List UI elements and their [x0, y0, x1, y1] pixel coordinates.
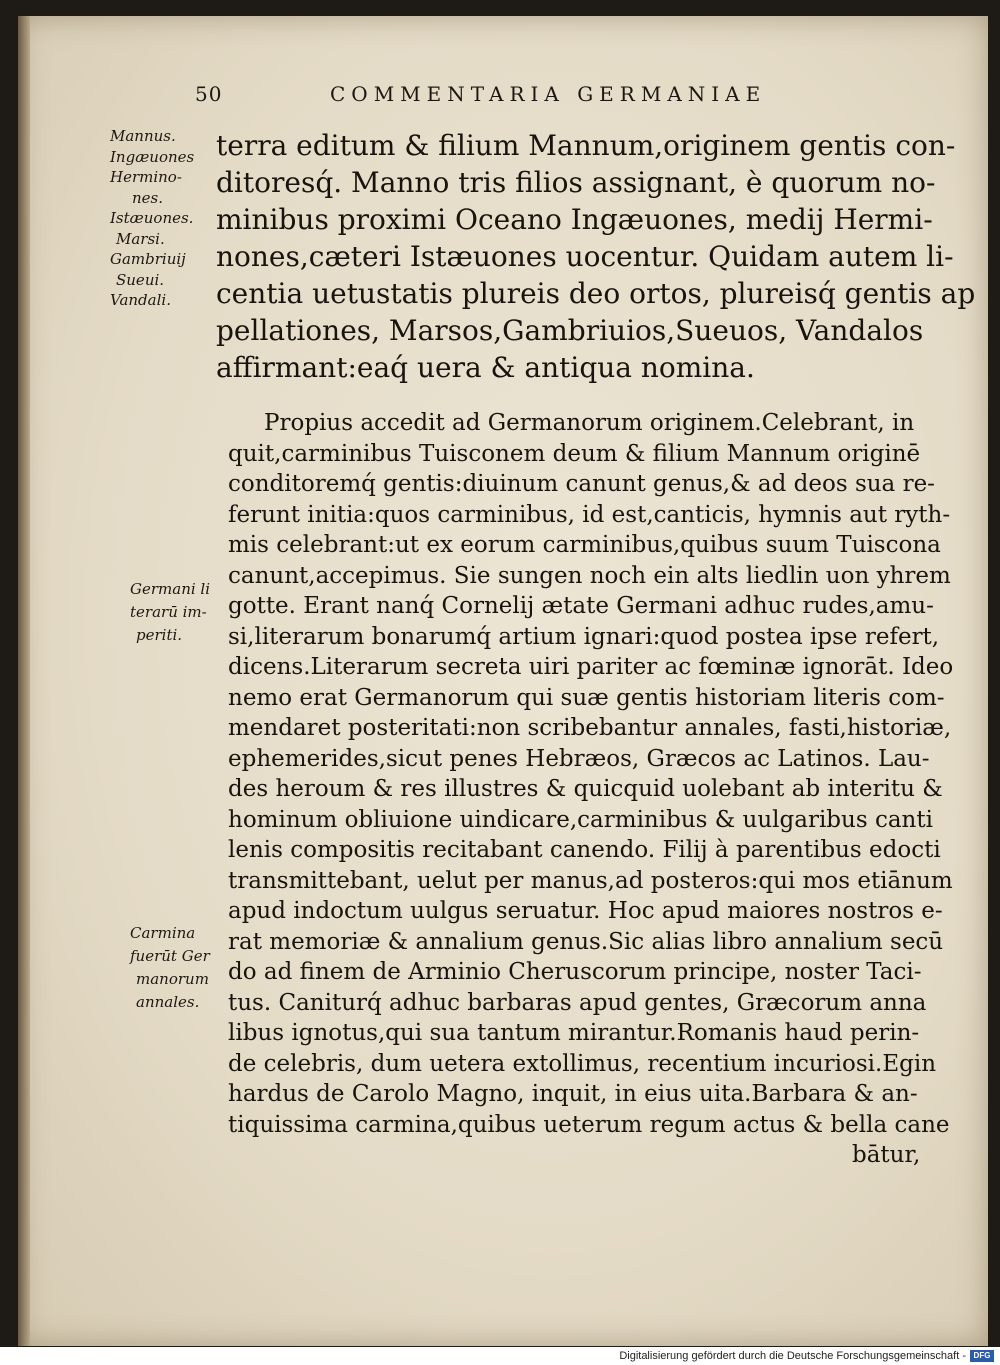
page-binding-edge	[18, 16, 30, 1346]
marginal-note-names	[110, 126, 194, 311]
footer-bar	[0, 1347, 1000, 1365]
text-line: canunt,accepimus. Sie sungen noch ein alts liedlin uon yhrem	[228, 562, 951, 589]
marginal-note-songs	[130, 922, 210, 1014]
note-line: Germani li	[130, 580, 211, 598]
note-line: annales.	[136, 993, 200, 1011]
text-line: Propius accedit ad Germanorum originem.Celebrant, in	[264, 410, 915, 436]
text-line: do ad finem de Arminio Cheruscorum principe, noster Taci-	[228, 959, 922, 985]
note-line: manorum	[136, 970, 209, 988]
note-line: fuerūt Ger	[130, 947, 210, 965]
page-header	[195, 82, 915, 112]
text-line: tiquissima carmina,quibus ueterum regum actus & bella cane	[228, 1111, 950, 1138]
note-line: Hermino-	[110, 168, 182, 186]
text-line: ephemerides,sicut penes Hebræos, Græcos ac Latinos. Lau-	[228, 745, 930, 772]
text-line: centia uetustatis plureis deo ortos, plureisq́ gentis ap	[216, 277, 976, 310]
text-line: dicens.Literarum secreta uiri pariter ac fœminæ ignorāt. Ideo	[228, 654, 954, 680]
text-line: tus. Caniturq́ adhuc barbaras apud gentes, Græcorum anna	[228, 989, 927, 1016]
text-line: quit,carminibus Tuisconem deum & filium Mannum originē	[228, 440, 921, 467]
text-line: si,literarum bonarumq́ artium ignari:quod postea ipse refert,	[228, 623, 940, 650]
text-line: nones,cæteri Istæuones uocentur. Quidam autem li-	[216, 240, 954, 273]
text-line: lenis compositis recitabant canendo. Filij à parentibus edocti	[228, 837, 941, 863]
running-title: COMMENTARIA GERMANIAE	[330, 82, 767, 106]
text-line: ditoresq́. Manno tris filios assignant, è quorum no-	[216, 166, 936, 199]
text-line: apud indoctum uulgus seruatur. Hoc apud maiores nostros e-	[228, 898, 943, 924]
text-line: hardus de Carolo Magno, inquit, in eius uita.Barbara & an-	[228, 1081, 918, 1107]
text-line: minibus proximi Oceano Ingæuones, medij Hermi-	[216, 203, 933, 236]
text-line: mis celebrant:ut ex eorum carminibus,quibus suum Tuiscona	[228, 532, 941, 558]
text-line: bātur,	[852, 1142, 921, 1168]
note-line: Carmina	[130, 924, 196, 942]
text-line: ferunt initia:quos carminibus, id est,canticis, hymnis aut ryth-	[228, 501, 951, 528]
text-line: transmittebant, uelut per manus,ad posteros:qui mos etiānum	[228, 867, 953, 894]
text-line: des heroum & res illustres & quicquid uolebant ab interitu &	[228, 776, 943, 802]
text-line: de celebris, dum uetera extollimus, recentium incuriosi.Egin	[228, 1050, 937, 1077]
note-line: Mannus.	[110, 127, 176, 145]
funding-notice: Digitalisierung gefördert durch die Deutsche Forschungsgemeinschaft -	[619, 1350, 966, 1362]
page-number: 50	[195, 82, 223, 106]
note-line: Gambriuij	[110, 250, 186, 268]
note-line: periti.	[136, 626, 183, 644]
text-line: libus ignotus,qui sua tantum mirantur.Romanis haud perin-	[228, 1020, 920, 1046]
text-line: affirmant:eaq́ uera & antiqua nomina.	[216, 351, 755, 384]
note-line: terarū im-	[130, 603, 207, 621]
text-line: conditoremq́ gentis:diuinum canunt genus,& ad deos sua re-	[228, 471, 935, 497]
note-line: Vandali.	[110, 291, 171, 309]
note-line: nes.	[132, 188, 164, 207]
note-line: Ingæuones	[110, 147, 195, 166]
note-line: Sueui.	[116, 270, 165, 289]
text-line: nemo erat Germanorum qui suæ gentis historiam literis com-	[228, 684, 945, 711]
text-line: rat memoriæ & annalium genus.Sic alias libro annalium secū	[228, 928, 944, 955]
note-line: Istæuones.	[110, 209, 194, 227]
text-line: mendaret posteritati:non scribebantur annales, fasti,historiæ,	[228, 715, 952, 741]
marginal-note-illiterate	[130, 578, 210, 647]
text-line: hominum obliuione uindicare,carminibus & uulgaribus canti	[228, 806, 933, 833]
dfg-logo-icon: DFG	[970, 1350, 994, 1362]
text-line: gotte. Erant nanq́ Cornelij ætate Germani adhuc rudes,amu-	[228, 593, 934, 619]
text-line: pellationes, Marsos,Gambriuios,Sueuos, Vandalos	[216, 314, 924, 347]
text-line: terra editum & filium Mannum,originem gentis con-	[216, 129, 956, 162]
note-line: Marsi.	[116, 229, 165, 248]
